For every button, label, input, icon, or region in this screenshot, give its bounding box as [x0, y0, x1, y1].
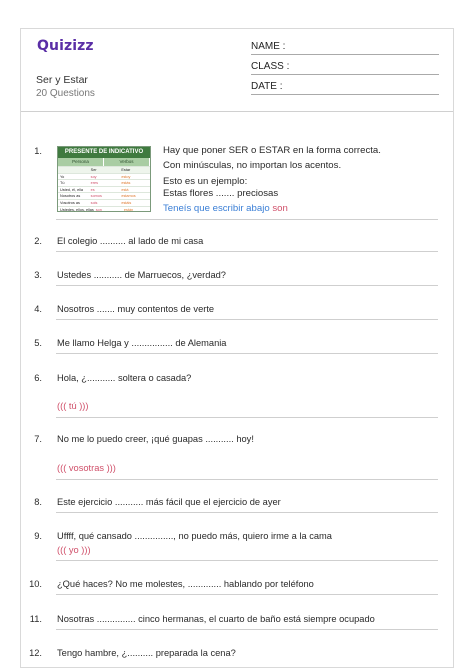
question-number: 2.: [34, 236, 42, 246]
question-hint: ((( vosotras ))): [57, 463, 116, 473]
question-number: 3.: [34, 270, 42, 280]
table-row: [58, 173, 150, 180]
question-text: Nosotras ............... cinco hermanas, el cuarto de baño está siempre ocupado: [57, 614, 375, 624]
table-subcol: [58, 167, 89, 173]
instruction-line: Hay que poner SER o ESTAR en la forma correcta.: [163, 145, 381, 156]
table-cell: soy: [90, 174, 97, 179]
table-cell: estoy: [121, 174, 131, 179]
question-number: 12.: [29, 648, 42, 658]
answer-line[interactable]: [56, 629, 438, 630]
table-cell: están: [123, 207, 134, 212]
table-col-verbos: Verbos: [104, 158, 150, 166]
question-number: 11.: [29, 614, 42, 624]
instruction-line: Con minúsculas, no importan los acentos.: [163, 160, 342, 171]
table-cell: somos: [90, 194, 102, 199]
question-number: 1.: [34, 146, 42, 156]
table-row: [58, 199, 150, 206]
table-cell: es: [90, 187, 95, 192]
question-text: Tengo hambre, ¿.......... preparada la cena?: [57, 648, 236, 658]
table-cell: Nosotros as: [60, 194, 81, 199]
table-subheader: [58, 166, 150, 173]
table-cell: son: [95, 207, 102, 212]
question-text: Me llamo Helga y ................ de Alemania: [57, 338, 227, 348]
table-col-persona: Persona: [58, 158, 104, 166]
question-text: El colegio .......... al lado de mi casa: [57, 236, 204, 246]
example-answer-line: [163, 203, 288, 214]
answer-line[interactable]: [56, 219, 438, 220]
table-cell: Tú: [60, 181, 65, 186]
table-row: [58, 186, 150, 193]
table-row: [58, 206, 150, 213]
question-text: Nosotros ....... muy contentos de verte: [57, 304, 215, 314]
instruction-line: Estas flores ....... preciosas: [163, 188, 279, 199]
answer-line[interactable]: [56, 353, 438, 354]
table-cell: está: [121, 187, 129, 192]
answer-line[interactable]: [56, 512, 438, 513]
question-number: 8.: [34, 497, 42, 507]
worksheet-title: Ser y Estar: [36, 74, 88, 86]
table-cell: Vosotros as: [60, 200, 80, 205]
answer-line[interactable]: [56, 479, 438, 480]
example-answer: son: [272, 203, 288, 214]
conjugation-table-image: [57, 146, 151, 212]
table-cell: sois: [90, 200, 98, 205]
table-row: [58, 192, 150, 199]
quizizz-logo: Quizizz: [37, 38, 94, 54]
table-cell: Ustedes, ellos, ellas: [60, 207, 94, 212]
question-number: 4.: [34, 304, 42, 314]
question-text: Ustedes ........... de Marruecos, ¿verdad?: [57, 270, 226, 280]
question-text: Este ejercicio ........... más fácil que el ejercicio de ayer: [57, 497, 281, 507]
name-label: NAME :: [251, 41, 286, 52]
table-row: [58, 179, 150, 186]
example-instruction: Teneís que escribir abajo: [163, 203, 270, 214]
answer-line[interactable]: [56, 285, 438, 286]
question-number: 6.: [34, 373, 42, 383]
question-number: 7.: [34, 434, 42, 444]
table-title: PRESENTE DE INDICATIVO: [58, 147, 150, 158]
answer-line[interactable]: [56, 594, 438, 595]
question-count: 20 Questions: [36, 88, 95, 99]
class-field[interactable]: [251, 61, 439, 75]
name-field[interactable]: [251, 41, 439, 55]
question-text: No me lo puedo creer, ¡qué guapas ........... hoy!: [57, 434, 254, 444]
question-number: 10.: [29, 579, 42, 589]
question-number: 5.: [34, 338, 42, 348]
table-cell: estamos: [121, 194, 136, 199]
table-subcol: Ser: [90, 168, 97, 172]
question-text: Hola, ¿........... soltera o casada?: [57, 373, 192, 383]
answer-line[interactable]: [56, 417, 438, 418]
table-subcol: Estar: [121, 168, 131, 172]
question-number: 9.: [34, 531, 42, 541]
question-hint: ((( tú ))): [57, 401, 89, 411]
table-cell: Yo: [60, 174, 65, 179]
table-cell: Usted, él, ella: [60, 187, 84, 192]
question-hint: ((( yo ))): [57, 545, 91, 555]
question-text: Uffff, qué cansado ..............., no puedo más, quiero irme a la cama: [57, 531, 332, 541]
question-text: ¿Qué haces? No me molestes, ............. hablando por teléfono: [57, 579, 314, 589]
table-cell: estás: [121, 181, 131, 186]
answer-line[interactable]: [56, 251, 438, 252]
date-field[interactable]: [251, 81, 439, 95]
answer-line[interactable]: [56, 319, 438, 320]
table-cell: estáis: [121, 200, 132, 205]
worksheet-page: [20, 28, 454, 668]
instruction-line: Esto es un ejemplo:: [163, 176, 248, 187]
header-divider: [21, 111, 453, 112]
date-label: DATE :: [251, 81, 283, 92]
class-label: CLASS :: [251, 61, 290, 72]
answer-line[interactable]: [56, 560, 438, 561]
table-header: [58, 158, 150, 166]
table-cell: eres: [90, 181, 99, 186]
